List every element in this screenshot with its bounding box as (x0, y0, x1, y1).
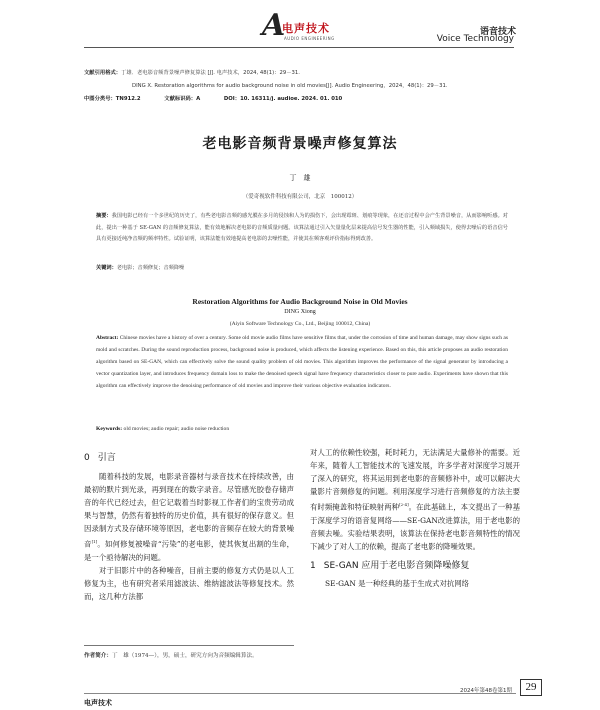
citation-cn-label: 文献引用格式： (84, 70, 122, 76)
doi-label: DOI： (223, 96, 241, 102)
page-number: 29 (520, 679, 542, 696)
body-left-column (84, 448, 294, 603)
footer-rule (84, 693, 516, 694)
keywords-cn (96, 264, 508, 271)
doc-code-value: A (196, 96, 201, 102)
keywords-en-label: Keywords: (96, 426, 123, 432)
footnote-text: 丁 雄（1974—），男，硕士，研究方向为音频编辑算法。 (111, 653, 258, 659)
paper-title-en: Restoration Algorithms for Audio Background Noise in Old Movies (192, 297, 408, 306)
affiliation: （爱奇视软件科技有限公司，北京 100012） (242, 194, 358, 200)
section-label-cn: 语音技术 (479, 27, 516, 37)
clc-label: 中图分类号： (84, 96, 116, 102)
header-rule (84, 47, 514, 48)
doc-code-label: 文献标识码： (164, 96, 197, 102)
issue-info: 2024年第48卷第1期 (460, 688, 512, 694)
affiliation-en: (Aiyin Software Technology Co., Ltd., Beijing 100012, China) (229, 321, 371, 327)
abstract-cn (96, 211, 508, 246)
paragraph: 对人工的依赖性较强，耗时耗力，无法满足大量修补的需要。近年来，随着人工智能技术的飞速发展，许多学者对深度学习展开了深入的研究，将其运用到老电影的音频修补中，或可以解决大量影片音频修复的问题。利用深度学习进行音频修复的方法主要有时频掩盖和特征映射两种[2-4]。在此基础上，本文提出了一种基于深度学习的语音复网络——SE-GAN改进算法，用于老电影的音频去噪。实验结果表明，该算法在保持老电影音频特性的情况下减少了对人工的依赖，提高了老电影的降噪效果。 (310, 448, 520, 552)
clc-value: TN912.2 (115, 96, 141, 102)
paper-title: 老电影音频背景噪声修复算法 (202, 136, 398, 152)
logo-title-en: AUDIO ENGINEERING (284, 36, 335, 41)
footer-journal-name: 电声技术 (84, 699, 112, 707)
citation-cn (84, 68, 516, 79)
section-0-number: 0 (84, 453, 90, 463)
keywords-en (96, 426, 508, 432)
abstract-en-label: Abstract: (96, 335, 119, 341)
footnote-label: 作者简介： (84, 653, 112, 659)
keywords-cn-text: 老电影；音频修复；音频降噪 (116, 265, 185, 271)
citation-ref: [2-4] (399, 502, 409, 508)
section-0-title: 引言 (97, 453, 116, 463)
citation-cn-text: 丁雄．老电影音频背景噪声修复算法 [J]. 电声技术，2024, 48(1)：29－31. (121, 70, 300, 76)
abstract-cn-text: 我国电影已经有一个多世纪的历史了，有些老电影音频的感光膜在多月的侵蚀和人为的损伤下，会出现霉斑、划痕等现象，在还音过程中会产生背景噪音，从而影响听感。对此，提出一种基于 SE-GAN 的音频修复算法，能有效地解决老电影的音频质量问题。该算法通过引入矢量量化层来提高信号发生器的性能，引入频域损失，使得去噪后的语音信号具有更接近纯净音频的频率特性。试验证明，该算法能有效地提高老电影的去噪性能，并使其在频客观评价指标得到改善。 (96, 213, 508, 243)
section-label-en: Voice Technology (436, 34, 514, 44)
abstract-en-text: Chinese movies have a history of over a century. Some old movie audio films have sensitive films that, under the corrosion of time and human damage, may show signs such as mold and scratches. During the sound reproduction process, background noise is produced, which affects the listening experience. Based on this, this article proposes an audio restoration algorithm based on SE-GAN, which can effectively solve the sound quality problem of old movies. This algorithm improves the performance of the signal generator by introducing a vector quantization layer, and introduces frequency domain loss to make the denoised speech signal have frequency characteristics closer to pure audio. Experiments have shown that this algorithm can effectively improve the denoising performance of old movies and improve their various objective evaluation indicators. (96, 335, 508, 389)
footnote-rule (84, 645, 294, 646)
author-name-en: DING Xiong (284, 309, 316, 315)
author-footnote (84, 651, 258, 659)
section-1-number: 1 (310, 561, 316, 572)
citation-ref: [1] (91, 539, 98, 545)
logo-title-cn: 电声技术 (282, 22, 330, 35)
abstract-cn-label: 摘要： (96, 213, 112, 219)
page-header (0, 0, 600, 50)
paragraph: 随着科技的发展，电影录音器材与录音技术在持续改善，由最初的默片到光录，再到现在的数字录音。尽管感光胶卷存储声音的年代已经过去，但它记载着当时影视工作者们的宝贵劳动成果与智慧，仍然有着独特的历史价值，具有很好的保存意义。但因录制方式及存储环境等原因，老电影的音频存在较大的背景噪音[1]。如何修复被噪音“污染”的老电影，使其恢复出割的生命，是一个亟待解决的问题。 (84, 472, 294, 563)
section-1-title: SE-GAN 应用于老电影音频降噪修复 (323, 561, 470, 572)
keywords-en-text: old movies; audio repair; audio noise reduction (123, 426, 230, 432)
paragraph: 对于旧影片中的各种噪音，目前主要的修复方式仍是以人工修复为主，也有研究者采用滤波法、维纳滤波法等修复技术。然而，这几种方法都 (84, 566, 294, 602)
classification-row (84, 94, 516, 105)
logo-letter: A (262, 8, 286, 43)
section-1-heading (310, 556, 520, 576)
abstract-en (96, 333, 508, 393)
doi-value: 10. 16311/j. audioe. 2024. 01. 010 (240, 96, 343, 102)
citation-en-text: DING X. Restoration algorithms for audio background noise in old movies[J]. Audio Engineering，2024，48(1)：29－31. (132, 83, 448, 89)
journal-logo (262, 8, 372, 44)
paragraph: SE-GAN 是一种经典的基于生成式对抗网络 (325, 579, 470, 589)
citation-en (84, 81, 516, 92)
body-right-column (310, 446, 520, 590)
keywords-cn-label: 关键词： (96, 265, 117, 271)
author-name: 丁 雄 (289, 174, 311, 182)
section-0-heading (84, 448, 294, 468)
